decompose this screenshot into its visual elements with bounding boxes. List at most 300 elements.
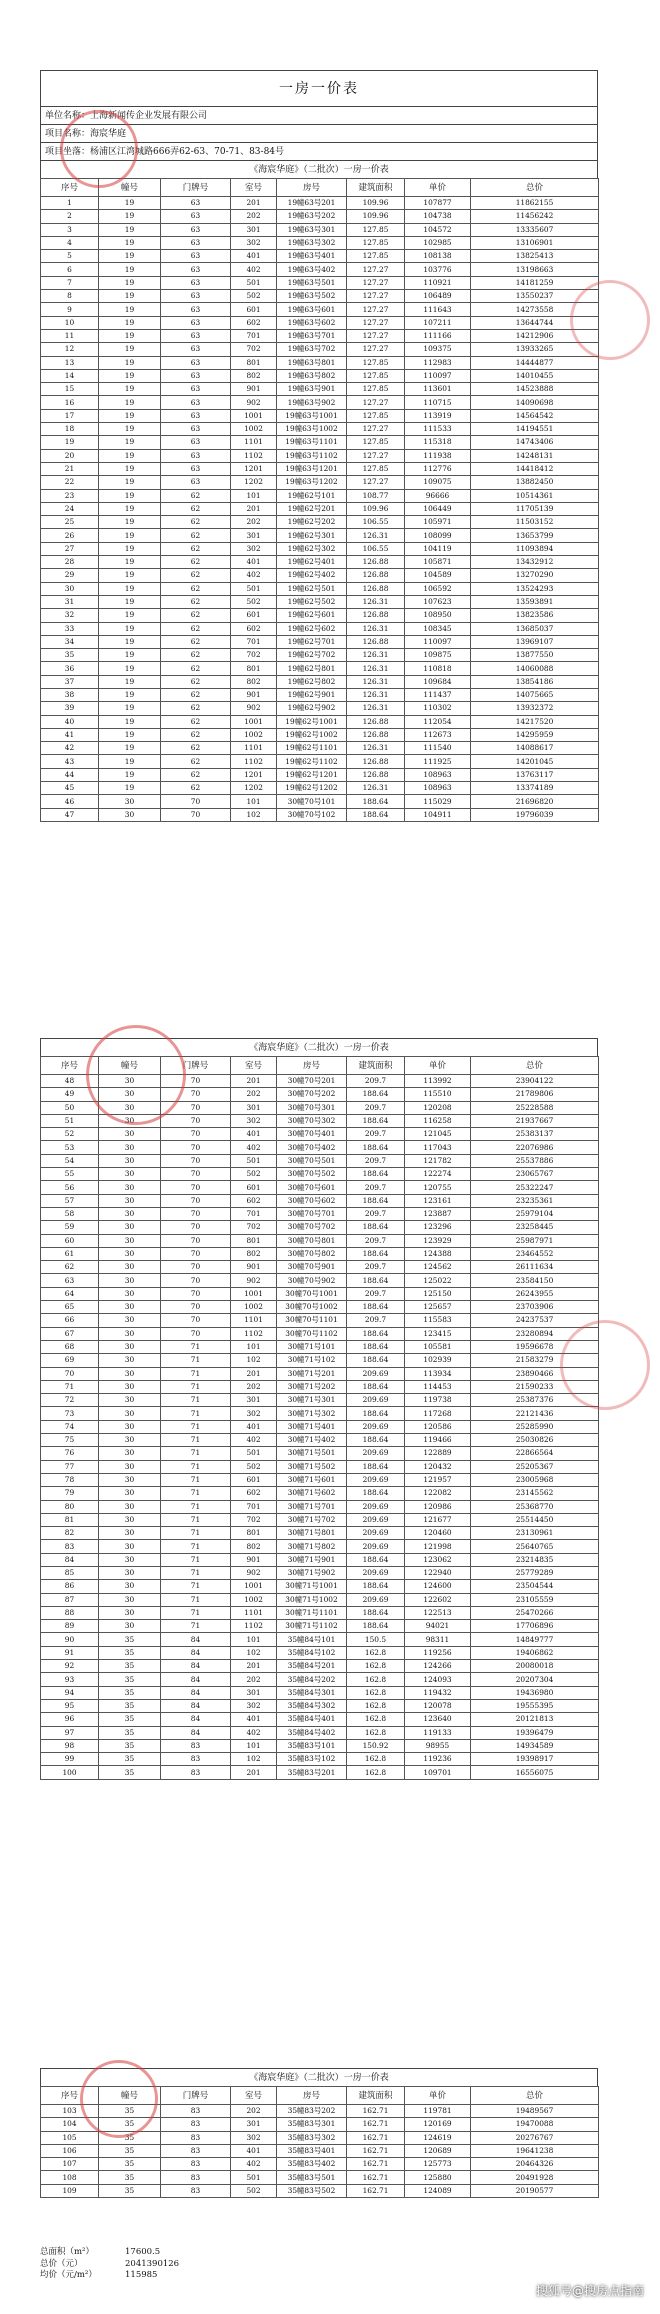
table-cell: 188.64: [347, 1407, 405, 1420]
table-cell: 71: [161, 1620, 231, 1633]
table-cell: 1102: [231, 1327, 277, 1340]
table-cell: 106592: [405, 582, 471, 595]
table-cell: 21583279: [471, 1354, 599, 1367]
table-cell: 14295959: [471, 728, 599, 741]
table-cell: 124619: [405, 2131, 471, 2144]
table-cell: 30幢70号802: [277, 1247, 347, 1260]
table-cell: 188.64: [347, 1114, 405, 1127]
table-cell: 50: [41, 1101, 99, 1114]
table-cell: 13524293: [471, 582, 599, 595]
table-cell: 62: [161, 715, 231, 728]
table-cell: 76: [41, 1447, 99, 1460]
table-cell: 97: [41, 1726, 99, 1739]
table-cell: 71: [161, 1407, 231, 1420]
table-cell: 801: [231, 1527, 277, 1540]
table-cell: 24237537: [471, 1314, 599, 1327]
table-row: [41, 1606, 599, 1619]
table-cell: 35: [99, 1646, 161, 1659]
table-cell: 71: [161, 1367, 231, 1380]
table-row: [41, 542, 599, 555]
table-cell: 35幢84号302: [277, 1699, 347, 1712]
table-cell: 30: [99, 1540, 161, 1553]
table-cell: 83: [161, 2184, 231, 2197]
table-cell: 84: [161, 1713, 231, 1726]
table-cell: 126.31: [347, 742, 405, 755]
table-cell: 1001: [231, 1287, 277, 1300]
table-cell: 1101: [231, 1606, 277, 1619]
table-cell: 71: [161, 1540, 231, 1553]
table-cell: 93: [41, 1673, 99, 1686]
summary-total-value: 2041390126: [125, 2258, 180, 2269]
table-cell: 120586: [405, 1420, 471, 1433]
table-cell: 71: [161, 1434, 231, 1447]
table-cell: 201: [231, 1367, 277, 1380]
table-cell: 13593891: [471, 595, 599, 608]
table-cell: 113934: [405, 1367, 471, 1380]
table-row: [41, 2158, 599, 2171]
table-row: [41, 2105, 599, 2118]
table-cell: 30: [99, 1487, 161, 1500]
table-cell: 127.85: [347, 250, 405, 263]
table-cell: 19幢63号901: [277, 383, 347, 396]
table-row: [41, 1088, 599, 1101]
table-cell: 902: [231, 702, 277, 715]
table-cell: 16: [41, 396, 99, 409]
table-cell: 4: [41, 236, 99, 249]
table-cell: 125880: [405, 2171, 471, 2184]
table-cell: 13825413: [471, 250, 599, 263]
table-cell: 13432912: [471, 556, 599, 569]
table-cell: 30幢70号902: [277, 1274, 347, 1287]
table-cell: 14181259: [471, 276, 599, 289]
table-cell: 102: [231, 1753, 277, 1766]
table-cell: 11705139: [471, 502, 599, 515]
table-cell: 19幢62号201: [277, 502, 347, 515]
table-cell: 35: [99, 1726, 161, 1739]
table-cell: 30: [99, 1314, 161, 1327]
table-cell: 30: [99, 1593, 161, 1606]
table-cell: 30: [99, 1247, 161, 1260]
table-cell: 30幢70号101: [277, 795, 347, 808]
table-cell: 110818: [405, 662, 471, 675]
table-cell: 30: [99, 1261, 161, 1274]
table-row: [41, 449, 599, 462]
table-cell: 103: [41, 2105, 99, 2118]
table-cell: 106: [41, 2144, 99, 2157]
table-cell: 121998: [405, 1540, 471, 1553]
table-cell: 19: [99, 436, 161, 449]
table-cell: 35幢84号102: [277, 1646, 347, 1659]
table-cell: 111437: [405, 688, 471, 701]
table-cell: 802: [231, 1540, 277, 1553]
table-cell: 19555395: [471, 1699, 599, 1712]
table-cell: 188.64: [347, 1620, 405, 1633]
table-cell: 23235361: [471, 1194, 599, 1207]
table-cell: 19幢62号1001: [277, 715, 347, 728]
table-cell: 30: [99, 1181, 161, 1194]
table-cell: 17: [41, 409, 99, 422]
table-cell: 601: [231, 1181, 277, 1194]
table-row: [41, 2171, 599, 2184]
table-row: [41, 1075, 599, 1088]
table-cell: 23005968: [471, 1473, 599, 1486]
table-cell: 1102: [231, 1620, 277, 1633]
table-cell: 14849777: [471, 1633, 599, 1646]
table-cell: 35: [99, 2131, 161, 2144]
table-cell: 7: [41, 276, 99, 289]
table-cell: 121045: [405, 1128, 471, 1141]
table-cell: 202: [231, 1380, 277, 1393]
table-cell: 35: [99, 1660, 161, 1673]
table-cell: 62: [161, 595, 231, 608]
table-cell: 19: [99, 622, 161, 635]
table-cell: 63: [161, 449, 231, 462]
column-header: 幢号: [99, 2087, 161, 2105]
table-cell: 24: [41, 502, 99, 515]
table-cell: 19幢63号1002: [277, 423, 347, 436]
table-cell: 30: [99, 1513, 161, 1526]
document-title: 一房一价表: [40, 70, 598, 106]
table-cell: 702: [231, 343, 277, 356]
table-cell: 30幢70号302: [277, 1114, 347, 1127]
table-cell: 1002: [231, 728, 277, 741]
table-cell: 202: [231, 516, 277, 529]
table-cell: 14444877: [471, 356, 599, 369]
table-row: [41, 409, 599, 422]
table-cell: 11: [41, 329, 99, 342]
table-cell: 35: [99, 1686, 161, 1699]
table-cell: 119236: [405, 1753, 471, 1766]
table-cell: 70: [161, 1075, 231, 1088]
table-cell: 71: [161, 1566, 231, 1579]
table-cell: 104589: [405, 569, 471, 582]
table-cell: 111166: [405, 329, 471, 342]
table-cell: 702: [231, 649, 277, 662]
table-cell: 71: [161, 1580, 231, 1593]
table-cell: 30幢71号901: [277, 1553, 347, 1566]
table-cell: 30幢71号702: [277, 1513, 347, 1526]
table-cell: 70: [161, 1128, 231, 1141]
table-cell: 30幢71号201: [277, 1367, 347, 1380]
table-cell: 127.27: [347, 263, 405, 276]
table-cell: 111643: [405, 303, 471, 316]
table-cell: 123415: [405, 1327, 471, 1340]
table-cell: 13106901: [471, 236, 599, 249]
table-cell: 55: [41, 1168, 99, 1181]
table-cell: 501: [231, 276, 277, 289]
table-cell: 19: [99, 197, 161, 210]
table-cell: 30: [99, 1128, 161, 1141]
table-cell: 30: [99, 1380, 161, 1393]
table-cell: 30: [99, 1394, 161, 1407]
table-cell: 59: [41, 1221, 99, 1234]
table-row: [41, 223, 599, 236]
table-cell: 104: [41, 2118, 99, 2131]
table-cell: 1: [41, 197, 99, 210]
table-cell: 19幢63号302: [277, 236, 347, 249]
table-cell: 162.71: [347, 2158, 405, 2171]
table-cell: 402: [231, 263, 277, 276]
table-cell: 19398917: [471, 1753, 599, 1766]
table-cell: 127.27: [347, 343, 405, 356]
table-cell: 101: [231, 1633, 277, 1646]
table-cell: 35幢83号301: [277, 2118, 347, 2131]
table-cell: 30幢71号401: [277, 1420, 347, 1433]
table-cell: 188.64: [347, 1088, 405, 1101]
table-cell: 25368770: [471, 1500, 599, 1513]
table-cell: 63: [161, 423, 231, 436]
table-cell: 19: [99, 662, 161, 675]
table-cell: 30: [99, 1141, 161, 1154]
table-cell: 111540: [405, 742, 471, 755]
table-cell: 30: [99, 1527, 161, 1540]
table-cell: 22: [41, 476, 99, 489]
table-cell: 127.27: [347, 290, 405, 303]
table-cell: 209.7: [347, 1181, 405, 1194]
table-cell: 53: [41, 1141, 99, 1154]
table-row: [41, 675, 599, 688]
table-cell: 35: [99, 1713, 161, 1726]
table-cell: 35: [99, 1673, 161, 1686]
table-cell: 13882450: [471, 476, 599, 489]
table-cell: 702: [231, 1221, 277, 1234]
table-cell: 112983: [405, 356, 471, 369]
table-cell: 701: [231, 635, 277, 648]
column-header: 单价: [405, 2087, 471, 2105]
table-cell: 63: [161, 290, 231, 303]
table-cell: 73: [41, 1407, 99, 1420]
table-cell: 84: [161, 1660, 231, 1673]
table-cell: 120169: [405, 2118, 471, 2131]
table-cell: 20190577: [471, 2184, 599, 2197]
table-cell: 21: [41, 462, 99, 475]
table-cell: 62: [161, 569, 231, 582]
table-row: [41, 1314, 599, 1327]
table-cell: 28: [41, 556, 99, 569]
table-cell: 30: [99, 808, 161, 821]
table-row: [41, 649, 599, 662]
table-row: [41, 795, 599, 808]
table-cell: 22121436: [471, 1407, 599, 1420]
table-cell: 21696820: [471, 795, 599, 808]
table-row: [41, 1247, 599, 1260]
table-cell: 801: [231, 1234, 277, 1247]
table-row: [41, 688, 599, 701]
table-cell: 119432: [405, 1686, 471, 1699]
column-header: 建筑面积: [347, 2087, 405, 2105]
table-cell: 1201: [231, 462, 277, 475]
table-cell: 30: [99, 1566, 161, 1579]
table-cell: 23130961: [471, 1527, 599, 1540]
table-cell: 19: [99, 556, 161, 569]
table-header-row: [41, 1057, 599, 1075]
column-header: 序号: [41, 2087, 99, 2105]
table-cell: 105581: [405, 1340, 471, 1353]
table-cell: 104911: [405, 808, 471, 821]
table-cell: 23890466: [471, 1367, 599, 1380]
table-cell: 19幢62号601: [277, 609, 347, 622]
table-cell: 8: [41, 290, 99, 303]
table-cell: 127.27: [347, 303, 405, 316]
table-cell: 19幢62号1102: [277, 755, 347, 768]
table-cell: 901: [231, 1553, 277, 1566]
table-cell: 14934589: [471, 1739, 599, 1752]
table-cell: 188.64: [347, 1460, 405, 1473]
table-cell: 19: [99, 542, 161, 555]
table-row: [41, 1580, 599, 1593]
table-cell: 92: [41, 1660, 99, 1673]
table-cell: 35幢83号201: [277, 1766, 347, 1779]
table-cell: 30幢71号1101: [277, 1606, 347, 1619]
table-cell: 74: [41, 1420, 99, 1433]
table-cell: 127.27: [347, 329, 405, 342]
table-row: [41, 2118, 599, 2131]
table-cell: 104738: [405, 210, 471, 223]
table-row: [41, 1128, 599, 1141]
table-cell: 107877: [405, 197, 471, 210]
table-cell: 126.88: [347, 755, 405, 768]
table-cell: 19: [99, 409, 161, 422]
table-cell: 25987971: [471, 1234, 599, 1247]
table-cell: 301: [231, 529, 277, 542]
table-row: [41, 1620, 599, 1633]
table-cell: 209.7: [347, 1101, 405, 1114]
table-cell: 35: [99, 2144, 161, 2157]
table-cell: 188.64: [347, 1194, 405, 1207]
table-cell: 123296: [405, 1221, 471, 1234]
table-cell: 126.31: [347, 662, 405, 675]
table-cell: 84: [161, 1699, 231, 1712]
table-cell: 100: [41, 1766, 99, 1779]
table-cell: 62: [161, 556, 231, 569]
table-header-row: [41, 179, 599, 197]
table-cell: 30: [99, 1367, 161, 1380]
table-cell: 126.88: [347, 582, 405, 595]
table-cell: 1102: [231, 755, 277, 768]
table-row: [41, 582, 599, 595]
table-cell: 117043: [405, 1141, 471, 1154]
table-cell: 127.85: [347, 356, 405, 369]
table-cell: 19: [99, 489, 161, 502]
table-cell: 701: [231, 1500, 277, 1513]
table-row: [41, 1274, 599, 1287]
table-row: [41, 728, 599, 741]
table-cell: 99: [41, 1753, 99, 1766]
table-cell: 15: [41, 383, 99, 396]
table-cell: 71: [161, 1593, 231, 1606]
table-cell: 19: [99, 476, 161, 489]
table-cell: 62: [41, 1261, 99, 1274]
table-cell: 30幢70号1002: [277, 1301, 347, 1314]
table-cell: 38: [41, 688, 99, 701]
table-cell: 116258: [405, 1114, 471, 1127]
table-row: [41, 1566, 599, 1579]
table-cell: 45: [41, 782, 99, 795]
table-cell: 30幢71号701: [277, 1500, 347, 1513]
table-cell: 54: [41, 1154, 99, 1167]
table-cell: 126.31: [347, 782, 405, 795]
table-cell: 91: [41, 1646, 99, 1659]
table-subtitle: 《海宸华庭》（二批次）一房一价表: [40, 2068, 598, 2086]
table-cell: 19: [99, 396, 161, 409]
table-cell: 75: [41, 1434, 99, 1447]
table-cell: 901: [231, 688, 277, 701]
table-cell: 29: [41, 569, 99, 582]
table-cell: 30: [99, 1234, 161, 1247]
table-cell: 19: [99, 516, 161, 529]
table-cell: 188.64: [347, 1487, 405, 1500]
table-cell: 30: [99, 1154, 161, 1167]
table-header-row: [41, 2087, 599, 2105]
table-cell: 19幢63号1001: [277, 409, 347, 422]
table-cell: 14075665: [471, 688, 599, 701]
table-cell: 30幢70号501: [277, 1154, 347, 1167]
table-cell: 30幢70号201: [277, 1075, 347, 1088]
table-cell: 11456242: [471, 210, 599, 223]
table-row: [41, 1327, 599, 1340]
table-cell: 112673: [405, 728, 471, 741]
table-cell: 126.88: [347, 728, 405, 741]
table-cell: 70: [161, 1181, 231, 1194]
table-cell: 90: [41, 1633, 99, 1646]
table-cell: 14523888: [471, 383, 599, 396]
table-cell: 19幢63号602: [277, 316, 347, 329]
table-row: [41, 1766, 599, 1779]
table-cell: 19: [99, 635, 161, 648]
table-cell: 19: [99, 502, 161, 515]
table-cell: 902: [231, 396, 277, 409]
table-cell: 802: [231, 1247, 277, 1260]
table-cell: 10: [41, 316, 99, 329]
table-cell: 19: [99, 223, 161, 236]
table-cell: 901: [231, 383, 277, 396]
table-cell: 30幢70号901: [277, 1261, 347, 1274]
table-cell: 102: [231, 808, 277, 821]
table-cell: 209.7: [347, 1314, 405, 1327]
table-row: [41, 742, 599, 755]
table-cell: 19: [99, 383, 161, 396]
table-cell: 19: [99, 356, 161, 369]
table-row: [41, 609, 599, 622]
table-cell: 109684: [405, 675, 471, 688]
column-header: 序号: [41, 179, 99, 197]
table-cell: 40: [41, 715, 99, 728]
table-cell: 83: [161, 1753, 231, 1766]
table-cell: 85: [41, 1566, 99, 1579]
table-cell: 35: [99, 1753, 161, 1766]
table-cell: 162.8: [347, 1686, 405, 1699]
table-cell: 801: [231, 356, 277, 369]
table-cell: 209.7: [347, 1128, 405, 1141]
table-cell: 801: [231, 662, 277, 675]
table-cell: 188.64: [347, 1168, 405, 1181]
table-cell: 33: [41, 622, 99, 635]
table-cell: 119133: [405, 1726, 471, 1739]
table-cell: 89: [41, 1620, 99, 1633]
table-cell: 109: [41, 2184, 99, 2197]
table-cell: 105: [41, 2131, 99, 2144]
table-cell: 1002: [231, 1301, 277, 1314]
table-cell: 71: [161, 1606, 231, 1619]
table-cell: 101: [231, 1739, 277, 1752]
table-cell: 601: [231, 303, 277, 316]
table-cell: 14: [41, 369, 99, 382]
table-cell: 35幢83号302: [277, 2131, 347, 2144]
table-cell: 19幢62号702: [277, 649, 347, 662]
table-cell: 106449: [405, 502, 471, 515]
table-cell: 83: [161, 2118, 231, 2131]
table-cell: 56: [41, 1181, 99, 1194]
